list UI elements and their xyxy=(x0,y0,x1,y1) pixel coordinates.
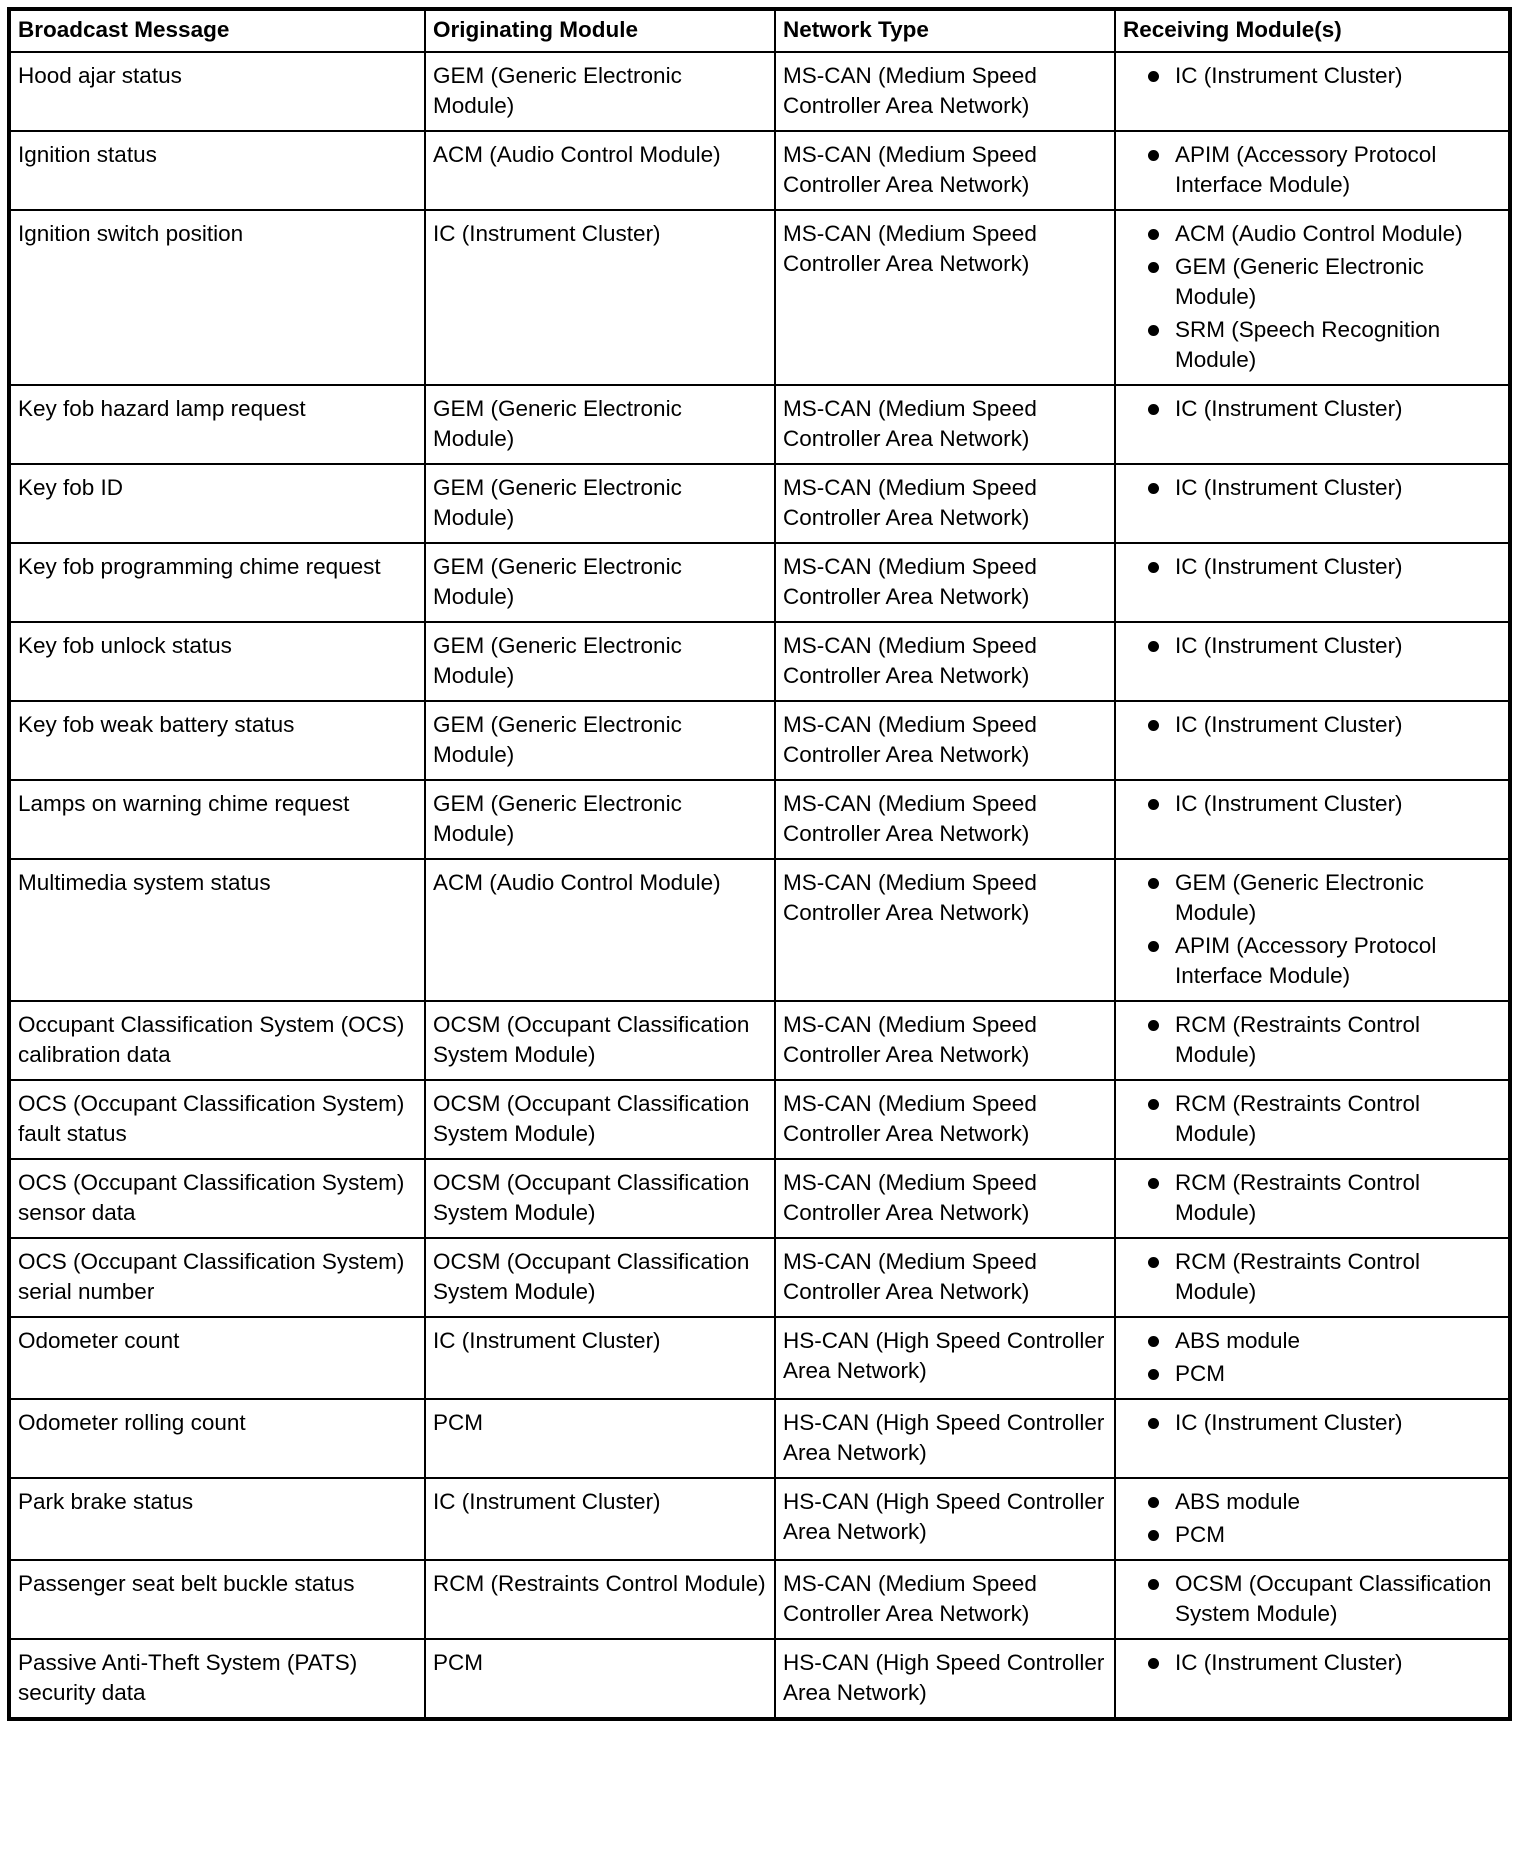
table-row xyxy=(9,1080,1510,1159)
bullet-icon xyxy=(1148,1099,1159,1110)
network-type-cell: MS-CAN (Medium Speed Controller Area Network) xyxy=(775,543,1115,622)
network-type-cell: MS-CAN (Medium Speed Controller Area Network) xyxy=(775,210,1115,385)
originating-module-cell: OCSM (Occupant Classification System Module) xyxy=(425,1159,775,1238)
receiver-list xyxy=(1123,473,1501,503)
receiver-list xyxy=(1123,710,1501,740)
receiver-label: IC (Instrument Cluster) xyxy=(1175,396,1403,421)
table-row xyxy=(9,543,1510,622)
network-type-cell: MS-CAN (Medium Speed Controller Area Network) xyxy=(775,385,1115,464)
broadcast-message-cell: Hood ajar status xyxy=(9,52,425,131)
table-row xyxy=(9,1399,1510,1478)
network-type-cell: MS-CAN (Medium Speed Controller Area Network) xyxy=(775,701,1115,780)
receiver-item xyxy=(1123,631,1501,661)
originating-module-cell: PCM xyxy=(425,1639,775,1719)
receiver-list xyxy=(1123,1089,1501,1149)
network-type-cell: MS-CAN (Medium Speed Controller Area Network) xyxy=(775,464,1115,543)
receiver-item xyxy=(1123,252,1501,312)
receiver-item xyxy=(1123,1408,1501,1438)
broadcast-message-cell: Ignition status xyxy=(9,131,425,210)
network-type-cell: MS-CAN (Medium Speed Controller Area Network) xyxy=(775,131,1115,210)
network-type-cell: MS-CAN (Medium Speed Controller Area Network) xyxy=(775,780,1115,859)
receiver-item xyxy=(1123,315,1501,375)
bullet-icon xyxy=(1148,1336,1159,1347)
receiver-item xyxy=(1123,1326,1501,1356)
receiver-item xyxy=(1123,1487,1501,1517)
receiver-label: APIM (Accessory Protocol Interface Module) xyxy=(1175,142,1437,197)
broadcast-message-cell: Key fob ID xyxy=(9,464,425,543)
bullet-icon xyxy=(1148,1257,1159,1268)
receiver-item xyxy=(1123,140,1501,200)
originating-module-cell: OCSM (Occupant Classification System Module) xyxy=(425,1238,775,1317)
receiver-item xyxy=(1123,552,1501,582)
bullet-icon xyxy=(1148,483,1159,494)
table-row xyxy=(9,622,1510,701)
receiver-label: GEM (Generic Electronic Module) xyxy=(1175,254,1424,309)
bullet-icon xyxy=(1148,404,1159,415)
originating-module-cell: GEM (Generic Electronic Module) xyxy=(425,385,775,464)
receiver-list xyxy=(1123,789,1501,819)
bullet-icon xyxy=(1148,1658,1159,1669)
originating-module-cell: IC (Instrument Cluster) xyxy=(425,1478,775,1560)
receiver-list xyxy=(1123,1326,1501,1389)
receiver-item xyxy=(1123,710,1501,740)
receiver-item xyxy=(1123,1089,1501,1149)
bullet-icon xyxy=(1148,562,1159,573)
network-type-cell: HS-CAN (High Speed Controller Area Network) xyxy=(775,1399,1115,1478)
originating-module-cell: GEM (Generic Electronic Module) xyxy=(425,52,775,131)
receiving-modules-cell xyxy=(1115,1238,1510,1317)
bullet-icon xyxy=(1148,1418,1159,1429)
broadcast-message-cell: OCS (Occupant Classification System) fault status xyxy=(9,1080,425,1159)
network-type-cell: HS-CAN (High Speed Controller Area Network) xyxy=(775,1478,1115,1560)
receiver-list xyxy=(1123,219,1501,375)
bullet-icon xyxy=(1148,71,1159,82)
receiver-label: ABS module xyxy=(1175,1489,1301,1514)
receiver-label: IC (Instrument Cluster) xyxy=(1175,554,1403,579)
header-broadcast-message: Broadcast Message xyxy=(9,9,425,52)
receiver-item xyxy=(1123,1359,1501,1389)
bullet-icon xyxy=(1148,1579,1159,1590)
receiver-label: RCM (Restraints Control Module) xyxy=(1175,1012,1421,1067)
network-type-cell: MS-CAN (Medium Speed Controller Area Network) xyxy=(775,1080,1115,1159)
table-row xyxy=(9,1317,1510,1399)
table-row xyxy=(9,385,1510,464)
receiving-modules-cell xyxy=(1115,1560,1510,1639)
receiver-label: RCM (Restraints Control Module) xyxy=(1175,1170,1421,1225)
receiver-label: IC (Instrument Cluster) xyxy=(1175,475,1403,500)
receiving-modules-cell xyxy=(1115,622,1510,701)
originating-module-cell: PCM xyxy=(425,1399,775,1478)
receiving-modules-cell xyxy=(1115,1159,1510,1238)
receiving-modules-cell xyxy=(1115,701,1510,780)
originating-module-cell: GEM (Generic Electronic Module) xyxy=(425,701,775,780)
broadcast-message-cell: Occupant Classification System (OCS) calibration data xyxy=(9,1001,425,1080)
receiver-item xyxy=(1123,1247,1501,1307)
table-row xyxy=(9,131,1510,210)
receiver-label: ACM (Audio Control Module) xyxy=(1175,221,1463,246)
table-row xyxy=(9,1238,1510,1317)
originating-module-cell: IC (Instrument Cluster) xyxy=(425,210,775,385)
receiver-list xyxy=(1123,1010,1501,1070)
table-row xyxy=(9,1560,1510,1639)
receiver-item xyxy=(1123,1010,1501,1070)
header-receiving-modules: Receiving Module(s) xyxy=(1115,9,1510,52)
bullet-icon xyxy=(1148,1020,1159,1031)
receiver-list xyxy=(1123,394,1501,424)
network-type-cell: MS-CAN (Medium Speed Controller Area Network) xyxy=(775,1001,1115,1080)
receiving-modules-cell xyxy=(1115,543,1510,622)
receiving-modules-cell xyxy=(1115,1399,1510,1478)
receiving-modules-cell xyxy=(1115,385,1510,464)
receiving-modules-cell xyxy=(1115,1639,1510,1719)
broadcast-message-cell: OCS (Occupant Classification System) serial number xyxy=(9,1238,425,1317)
receiver-label: PCM xyxy=(1175,1522,1225,1547)
broadcast-message-cell: Park brake status xyxy=(9,1478,425,1560)
originating-module-cell: IC (Instrument Cluster) xyxy=(425,1317,775,1399)
receiver-list xyxy=(1123,631,1501,661)
receiver-item xyxy=(1123,868,1501,928)
broadcast-message-cell: Odometer count xyxy=(9,1317,425,1399)
table-row xyxy=(9,52,1510,131)
network-type-cell: MS-CAN (Medium Speed Controller Area Network) xyxy=(775,1238,1115,1317)
bullet-icon xyxy=(1148,720,1159,731)
network-type-cell: MS-CAN (Medium Speed Controller Area Network) xyxy=(775,52,1115,131)
originating-module-cell: GEM (Generic Electronic Module) xyxy=(425,780,775,859)
network-type-cell: MS-CAN (Medium Speed Controller Area Network) xyxy=(775,1560,1115,1639)
originating-module-cell: RCM (Restraints Control Module) xyxy=(425,1560,775,1639)
receiver-label: IC (Instrument Cluster) xyxy=(1175,791,1403,816)
bullet-icon xyxy=(1148,1178,1159,1189)
bullet-icon xyxy=(1148,941,1159,952)
receiver-item xyxy=(1123,473,1501,503)
receiver-label: OCSM (Occupant Classification System Module) xyxy=(1175,1571,1492,1626)
table-row xyxy=(9,210,1510,385)
receiver-label: IC (Instrument Cluster) xyxy=(1175,63,1403,88)
network-type-cell: MS-CAN (Medium Speed Controller Area Network) xyxy=(775,1159,1115,1238)
receiver-label: PCM xyxy=(1175,1361,1225,1386)
receiver-list xyxy=(1123,1648,1501,1678)
bullet-icon xyxy=(1148,325,1159,336)
receiver-label: RCM (Restraints Control Module) xyxy=(1175,1091,1421,1146)
broadcast-message-cell: Lamps on warning chime request xyxy=(9,780,425,859)
receiver-item xyxy=(1123,1648,1501,1678)
originating-module-cell: ACM (Audio Control Module) xyxy=(425,131,775,210)
table-row xyxy=(9,464,1510,543)
table-body xyxy=(9,52,1510,1719)
receiver-list xyxy=(1123,1247,1501,1307)
network-type-cell: MS-CAN (Medium Speed Controller Area Network) xyxy=(775,622,1115,701)
header-originating-module: Originating Module xyxy=(425,9,775,52)
receiving-modules-cell xyxy=(1115,780,1510,859)
broadcast-message-cell: Key fob programming chime request xyxy=(9,543,425,622)
header-network-type: Network Type xyxy=(775,9,1115,52)
bullet-icon xyxy=(1148,641,1159,652)
originating-module-cell: GEM (Generic Electronic Module) xyxy=(425,464,775,543)
network-type-cell: HS-CAN (High Speed Controller Area Network) xyxy=(775,1317,1115,1399)
receiver-list xyxy=(1123,868,1501,991)
receiver-item xyxy=(1123,394,1501,424)
originating-module-cell: GEM (Generic Electronic Module) xyxy=(425,622,775,701)
broadcast-message-cell: Key fob unlock status xyxy=(9,622,425,701)
receiver-label: IC (Instrument Cluster) xyxy=(1175,633,1403,658)
receiver-list xyxy=(1123,140,1501,200)
table-row xyxy=(9,1001,1510,1080)
broadcast-message-cell: Key fob weak battery status xyxy=(9,701,425,780)
broadcast-message-cell: Odometer rolling count xyxy=(9,1399,425,1478)
receiving-modules-cell xyxy=(1115,1080,1510,1159)
bullet-icon xyxy=(1148,1497,1159,1508)
network-type-cell: MS-CAN (Medium Speed Controller Area Network) xyxy=(775,859,1115,1001)
table-row xyxy=(9,1639,1510,1719)
receiver-label: ABS module xyxy=(1175,1328,1301,1353)
receiver-list xyxy=(1123,1487,1501,1550)
receiver-label: RCM (Restraints Control Module) xyxy=(1175,1249,1421,1304)
receiver-item xyxy=(1123,1168,1501,1228)
receiver-item xyxy=(1123,1569,1501,1629)
receiving-modules-cell xyxy=(1115,52,1510,131)
receiver-label: IC (Instrument Cluster) xyxy=(1175,712,1403,737)
broadcast-message-cell: Ignition switch position xyxy=(9,210,425,385)
receiver-item xyxy=(1123,789,1501,819)
broadcast-message-cell: Passive Anti-Theft System (PATS) security data xyxy=(9,1639,425,1719)
receiving-modules-cell xyxy=(1115,210,1510,385)
receiver-list xyxy=(1123,552,1501,582)
bullet-icon xyxy=(1148,1369,1159,1380)
header-row xyxy=(9,9,1510,52)
receiver-item xyxy=(1123,219,1501,249)
bullet-icon xyxy=(1148,262,1159,273)
originating-module-cell: ACM (Audio Control Module) xyxy=(425,859,775,1001)
receiving-modules-cell xyxy=(1115,131,1510,210)
receiving-modules-cell xyxy=(1115,1478,1510,1560)
receiver-label: IC (Instrument Cluster) xyxy=(1175,1410,1403,1435)
broadcast-message-cell: Passenger seat belt buckle status xyxy=(9,1560,425,1639)
bullet-icon xyxy=(1148,150,1159,161)
originating-module-cell: OCSM (Occupant Classification System Module) xyxy=(425,1080,775,1159)
broadcast-message-table xyxy=(7,7,1512,1721)
bullet-icon xyxy=(1148,878,1159,889)
receiver-list xyxy=(1123,1168,1501,1228)
table-row xyxy=(9,859,1510,1001)
receiver-item xyxy=(1123,1520,1501,1550)
receiving-modules-cell xyxy=(1115,1001,1510,1080)
table-row xyxy=(9,1478,1510,1560)
broadcast-message-cell: Multimedia system status xyxy=(9,859,425,1001)
table-row xyxy=(9,701,1510,780)
receiver-item xyxy=(1123,931,1501,991)
originating-module-cell: OCSM (Occupant Classification System Module) xyxy=(425,1001,775,1080)
receiver-list xyxy=(1123,61,1501,91)
receiver-label: SRM (Speech Recognition Module) xyxy=(1175,317,1441,372)
broadcast-message-cell: Key fob hazard lamp request xyxy=(9,385,425,464)
receiving-modules-cell xyxy=(1115,859,1510,1001)
network-type-cell: HS-CAN (High Speed Controller Area Network) xyxy=(775,1639,1115,1719)
table-row xyxy=(9,1159,1510,1238)
receiver-list xyxy=(1123,1569,1501,1629)
receiving-modules-cell xyxy=(1115,1317,1510,1399)
receiving-modules-cell xyxy=(1115,464,1510,543)
bullet-icon xyxy=(1148,799,1159,810)
receiver-label: IC (Instrument Cluster) xyxy=(1175,1650,1403,1675)
originating-module-cell: GEM (Generic Electronic Module) xyxy=(425,543,775,622)
bullet-icon xyxy=(1148,229,1159,240)
bullet-icon xyxy=(1148,1530,1159,1541)
receiver-label: GEM (Generic Electronic Module) xyxy=(1175,870,1424,925)
broadcast-message-cell: OCS (Occupant Classification System) sensor data xyxy=(9,1159,425,1238)
receiver-item xyxy=(1123,61,1501,91)
receiver-list xyxy=(1123,1408,1501,1438)
table-row xyxy=(9,780,1510,859)
receiver-label: APIM (Accessory Protocol Interface Module) xyxy=(1175,933,1437,988)
